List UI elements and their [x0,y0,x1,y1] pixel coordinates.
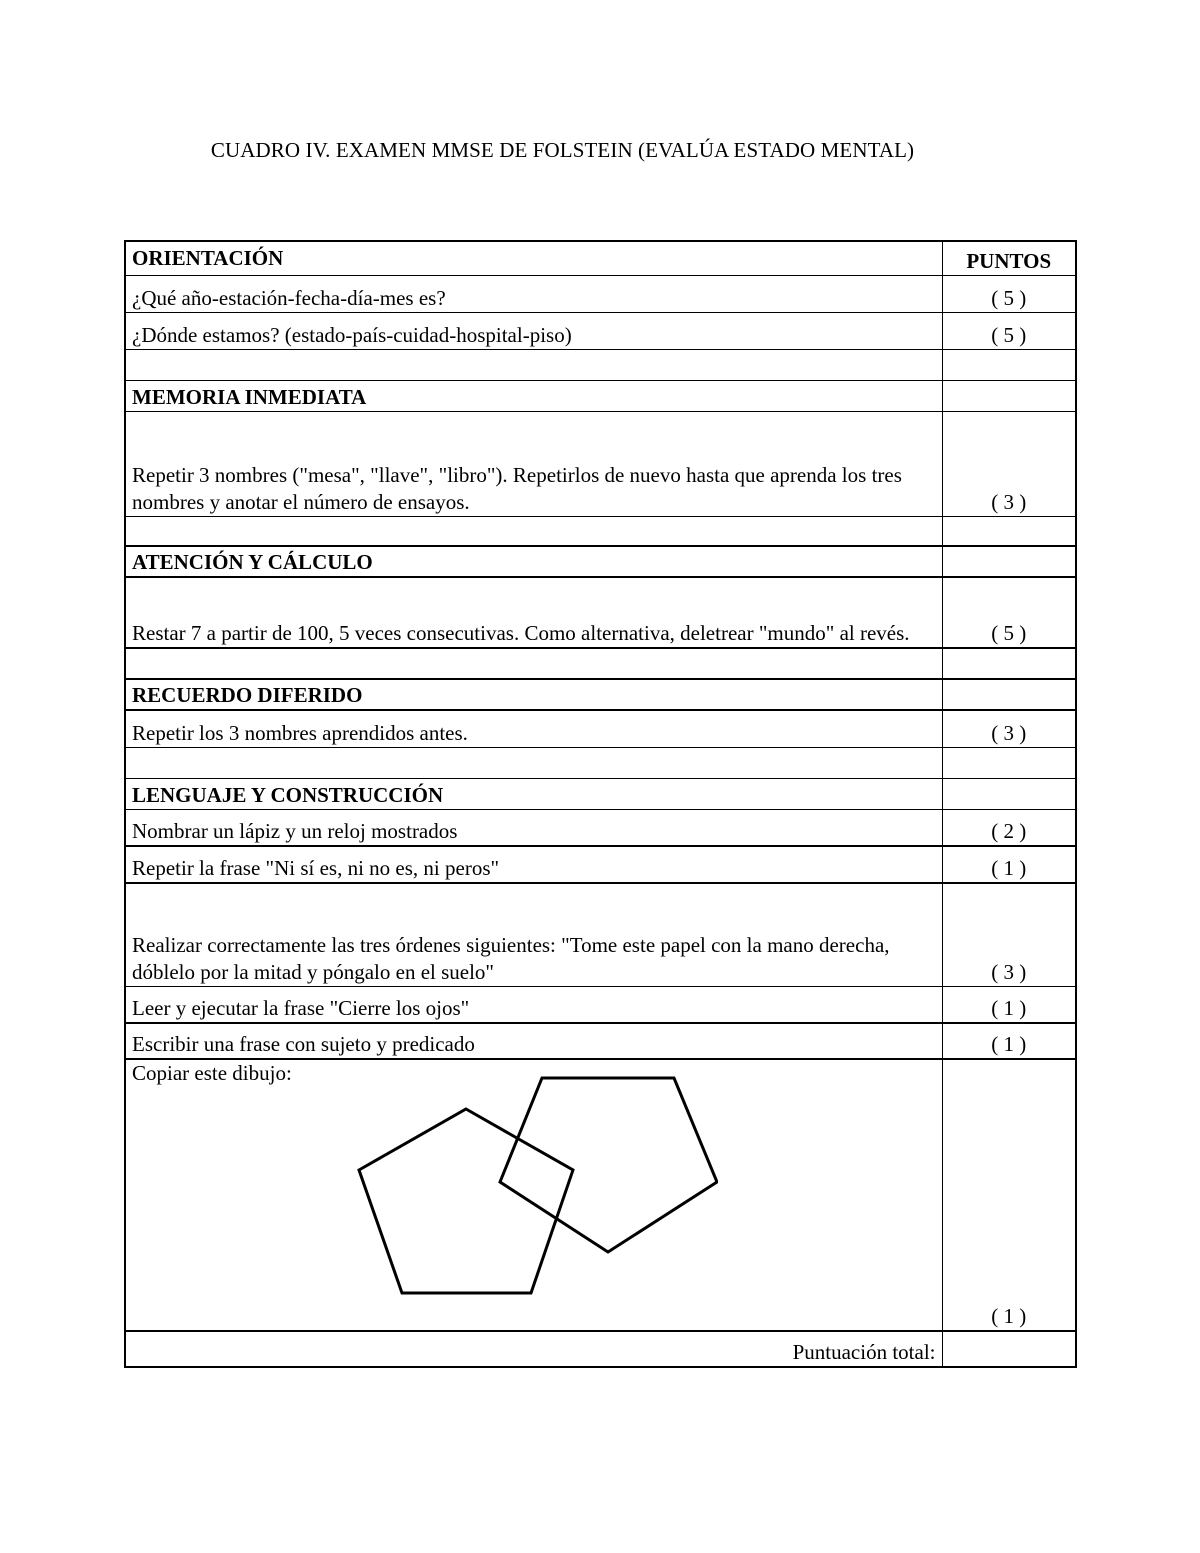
item-points: ( 3 ) [942,710,1076,747]
table-row [125,275,1076,312]
section-header-lenguaje: LENGUAJE Y CONSTRUCCIÓN [125,778,942,809]
item-text: Realizar correctamente las tres órdenes siguientes: "Tome este papel con la mano derecha, dóblelo por la mitad y póngalo en el suelo" [125,883,942,986]
item-text: Copiar este dibujo: [132,1061,292,1085]
drawing-cell [125,1059,942,1331]
table-row [125,577,1076,648]
spacer-row [125,747,1076,778]
section-header-recuerdo: RECUERDO DIFERIDO [125,679,942,710]
section-header-orientacion: ORIENTACIÓN [125,241,942,275]
page-title: CUADRO IV. EXAMEN MMSE DE FOLSTEIN (EVALÚA ESTADO MENTAL) [210,138,915,162]
item-text: Escribir una frase con sujeto y predicado [125,1023,942,1059]
section-header-memoria: MEMORIA INMEDIATA [125,380,942,411]
section-header-row [125,679,1076,710]
table-row [125,883,1076,986]
table-row [125,312,1076,349]
item-text: ¿Qué año-estación-fecha-día-mes es? [125,275,942,312]
item-text: Leer y ejecutar la frase "Cierre los ojos" [125,986,942,1023]
table-row [125,986,1076,1023]
section-header-row [125,546,1076,577]
spacer-row [125,516,1076,546]
total-value[interactable] [942,1331,1076,1367]
item-points: ( 1 ) [942,1023,1076,1059]
table-row [125,411,1076,516]
total-label: Puntuación total: [125,1331,942,1367]
item-points: ( 1 ) [942,846,1076,883]
total-row [125,1331,1076,1367]
points-header: PUNTOS [942,241,1076,275]
table-row [125,1023,1076,1059]
item-text: ¿Dónde estamos? (estado-país-cuidad-hospital-piso) [125,312,942,349]
table-row [125,846,1076,883]
right-pentagon [500,1078,717,1252]
item-points: ( 1 ) [942,986,1076,1023]
item-text: Restar 7 a partir de 100, 5 veces consecutivas. Como alternativa, deletrear "mundo" al revés. [125,577,942,648]
section-header-atencion: ATENCIÓN Y CÁLCULO [125,546,942,577]
item-points: ( 3 ) [942,883,1076,986]
item-text: Repetir los 3 nombres aprendidos antes. [125,710,942,747]
item-points: ( 2 ) [942,809,1076,846]
item-text: Repetir la frase "Ni sí es, ni no es, ni peros" [125,846,942,883]
section-header-row [125,241,1076,275]
section-header-row [125,380,1076,411]
spacer-row [125,648,1076,679]
table-row [125,710,1076,747]
table-row [125,809,1076,846]
item-points: ( 3 ) [942,411,1076,516]
item-points: ( 5 ) [942,577,1076,648]
item-text: Repetir 3 nombres ("mesa", "llave", "libro"). Repetirlos de nuevo hasta que aprenda los tres nombres y anotar el número de ensayos. [125,411,942,516]
item-points: ( 5 ) [942,275,1076,312]
item-text: Nombrar un lápiz y un reloj mostrados [125,809,942,846]
item-points: ( 1 ) [942,1059,1076,1331]
section-header-row [125,778,1076,809]
left-pentagon [359,1109,573,1293]
spacer-row [125,349,1076,380]
mmse-table [124,240,1077,1368]
item-points: ( 5 ) [942,312,1076,349]
drawing-row [125,1059,1076,1331]
intersecting-pentagons-drawing [348,1068,718,1304]
